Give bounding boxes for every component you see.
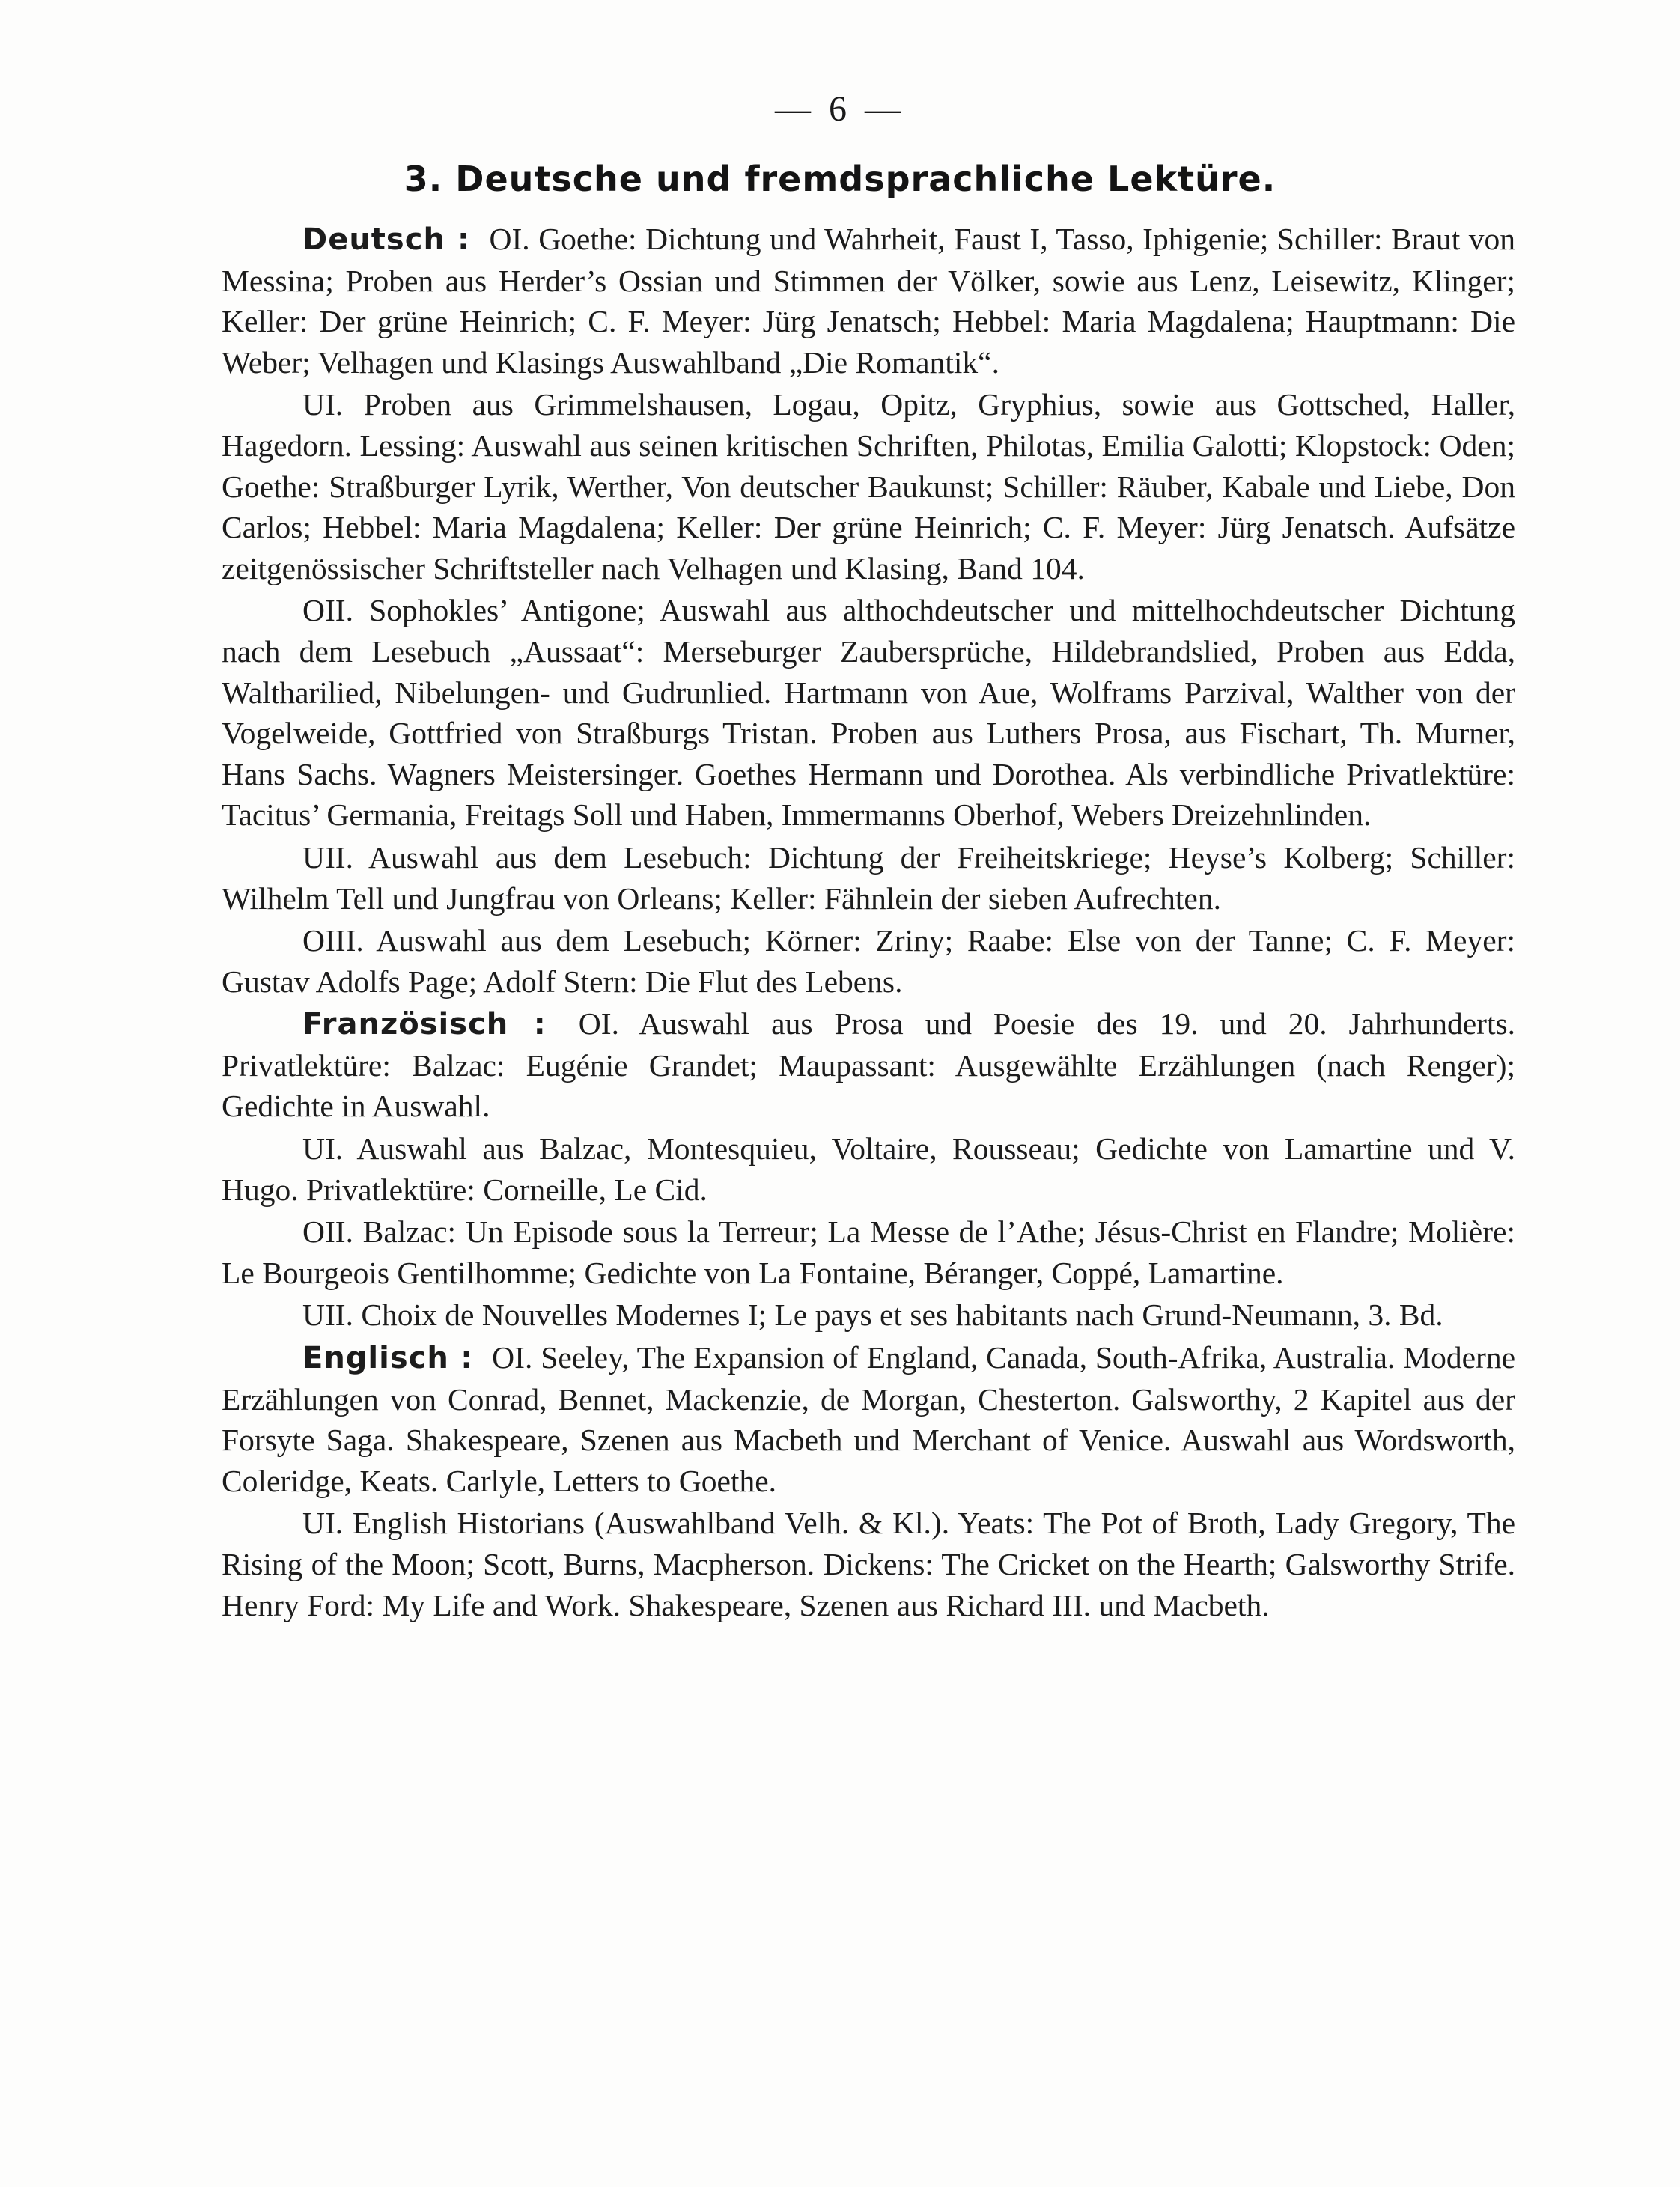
paragraph-text: Proben aus Grimmelshausen, Logau, Opitz, Gryphius, sowie aus Gottsched, Haller, Hagedorn. Lessing: Auswahl aus seinen kritischen Schriften, Philotas, Emilia Galotti; Klopstock: Oden; Goethe: Straßburger Lyrik, Werther, Von deutscher Baukunst; Schiller: Räuber, Kabale und Liebe, Don Carlos; Hebbel: Maria Magdalena; Keller: Der grüne Heinrich; C. F. Meyer: Jürg Jenatsch. Aufsätze zeitgenössischer Schriftsteller nach Velhagen und Klasing, Band 104. <box>222 387 1515 585</box>
paragraph-text: Balzac: Un Episode sous la Terreur; La Messe de l’Athe; Jésus-Christ en Flandre; Molière: Le Bourgeois Gentilhomme; Gedichte von La Fontaine, Béranger, Coppé, Lamartine. <box>222 1214 1516 1290</box>
grade-label: UII. <box>302 1298 353 1333</box>
page-number: — 6 — <box>775 89 905 129</box>
grade-label: UI. <box>302 387 344 422</box>
paragraph-text: English Historians (Auswahlband Velh. & Kl.). Yeats: The Pot of Broth, Lady Gregory, The Rising of the Moon; Scott, Burns, Macpherson. Dickens: The Cricket on the Hearth; Galsworthy Strife. Henry Ford: My Life and Work. Shakespeare, Szenen aus Richard III. und Macbeth. <box>222 1506 1515 1622</box>
paragraph-text: Auswahl aus dem Lesebuch; Körner: Zriny; Raabe: Else von der Tanne; C. F. Meyer: Gustav Adolfs Page; Adolf Stern: Die Flut des Lebens. <box>222 923 1515 999</box>
grade-label: UII. <box>302 839 353 875</box>
paragraph-deutsch-uii <box>222 837 1515 919</box>
language-heading-englisch: Englisch : <box>302 1341 474 1376</box>
grade-label: UI. <box>302 1506 344 1541</box>
paragraph-text: Seeley, The Expansion of England, Canada, South-Afrika, Australia. Moderne Erzählungen von Conrad, Bennet, Mackenzie, de Morgan, Chesterton. Galsworthy, 2 Kapitel aus der Forsyte Saga. Shakespeare, Szenen aus Macbeth und Merchant of Venice. Auswahl aus Wordsworth, Coleridge, Keats. Carlyle, Letters to Goethe. <box>222 1340 1515 1498</box>
language-heading-deutsch: Deutsch : <box>302 222 470 257</box>
grade-label: OI. <box>489 222 530 256</box>
grade-label: OII. <box>302 1214 353 1250</box>
paragraph-text: Sophokles’ Antigone; Auswahl aus althochdeutscher und mittelhochdeutscher Dichtung nach dem Lesebuch „Aussaat“: Merseburger Zaubersprüche, Hildebrandslied, Proben aus Edda, Waltharilied, Nibelungen- und Gudrunlied. Hartmann von Aue, Wolframs Parzival, Walther von der Vogelweide, Gottfried von Straßburgs Tristan. Proben aus Luthers Prosa, aus Fischart, Th. Murner, Hans Sachs. Wagners Meistersinger. Goethes Hermann und Dorothea. Als verbindliche Privatlektüre: Tacitus’ Germania, Freitags Soll und Haben, Immermanns Oberhof, Webers Dreizehnlinden. <box>222 593 1515 833</box>
paragraph-franzoesisch-ui <box>222 1128 1515 1210</box>
paragraph-deutsch-oii <box>222 590 1515 836</box>
paragraph-text: Auswahl aus dem Lesebuch: Dichtung der Freiheitskriege; Heyse’s Kolberg; Schiller: Wilhelm Tell und Jungfrau von Orleans; Keller: Fähnlein der sieben Aufrechten. <box>222 839 1515 916</box>
paragraph-deutsch-ui <box>222 384 1515 588</box>
paragraph-englisch-oi <box>222 1337 1515 1501</box>
grade-label: UI. <box>302 1131 344 1166</box>
paragraph-text: Auswahl aus Prosa und Poesie des 19. und 20. Jahrhunderts. Privatlektüre: Balzac: Eugénie Grandet; Maupassant: Ausgewählte Erzählungen (nach Renger); Gedichte in Auswahl. <box>222 1006 1515 1124</box>
paragraph-text: Auswahl aus Balzac, Montesquieu, Voltaire, Rousseau; Gedichte von Lamartine und V. Hugo. Privatlektüre: Corneille, Le Cid. <box>222 1131 1515 1207</box>
paragraph-franzoesisch-oii <box>222 1211 1515 1293</box>
paragraph-text: Goethe: Dichtung und Wahrheit, Faust I, Tasso, Iphigenie; Schiller: Braut von Messina; Proben aus Herder’s Ossian und Stimmen der Völker, sowie aus Lenz, Leisewitz, Klinger; Keller: Der grüne Heinrich; C. F. Meyer: Jürg Jenatsch; Hebbel: Maria Magdalena; Hauptmann: Die Weber; Velhagen und Klasings Auswahlband „Die Romantik“. <box>222 222 1516 380</box>
language-heading-franzoesisch: Französisch : <box>302 1007 547 1042</box>
paragraph-franzoesisch-oi <box>222 1003 1515 1127</box>
grade-label: OII. <box>302 593 353 628</box>
grade-label: OI. <box>492 1340 533 1375</box>
paragraph-englisch-ui <box>222 1503 1515 1625</box>
paragraph-franzoesisch-uii <box>222 1295 1515 1336</box>
paragraph-deutsch-oiii <box>222 920 1515 1002</box>
paragraph-deutsch-oi <box>222 219 1515 383</box>
section-title: 3. Deutsche und fremdsprachliche Lektüre. <box>404 159 1276 199</box>
grade-label: OI. <box>578 1006 619 1041</box>
paragraph-text: Choix de Nouvelles Modernes I; Le pays et ses habitants nach Grund-Neumann, 3. Bd. <box>361 1298 1443 1333</box>
body-text <box>222 219 1515 1627</box>
grade-label: OIII. <box>302 923 364 958</box>
